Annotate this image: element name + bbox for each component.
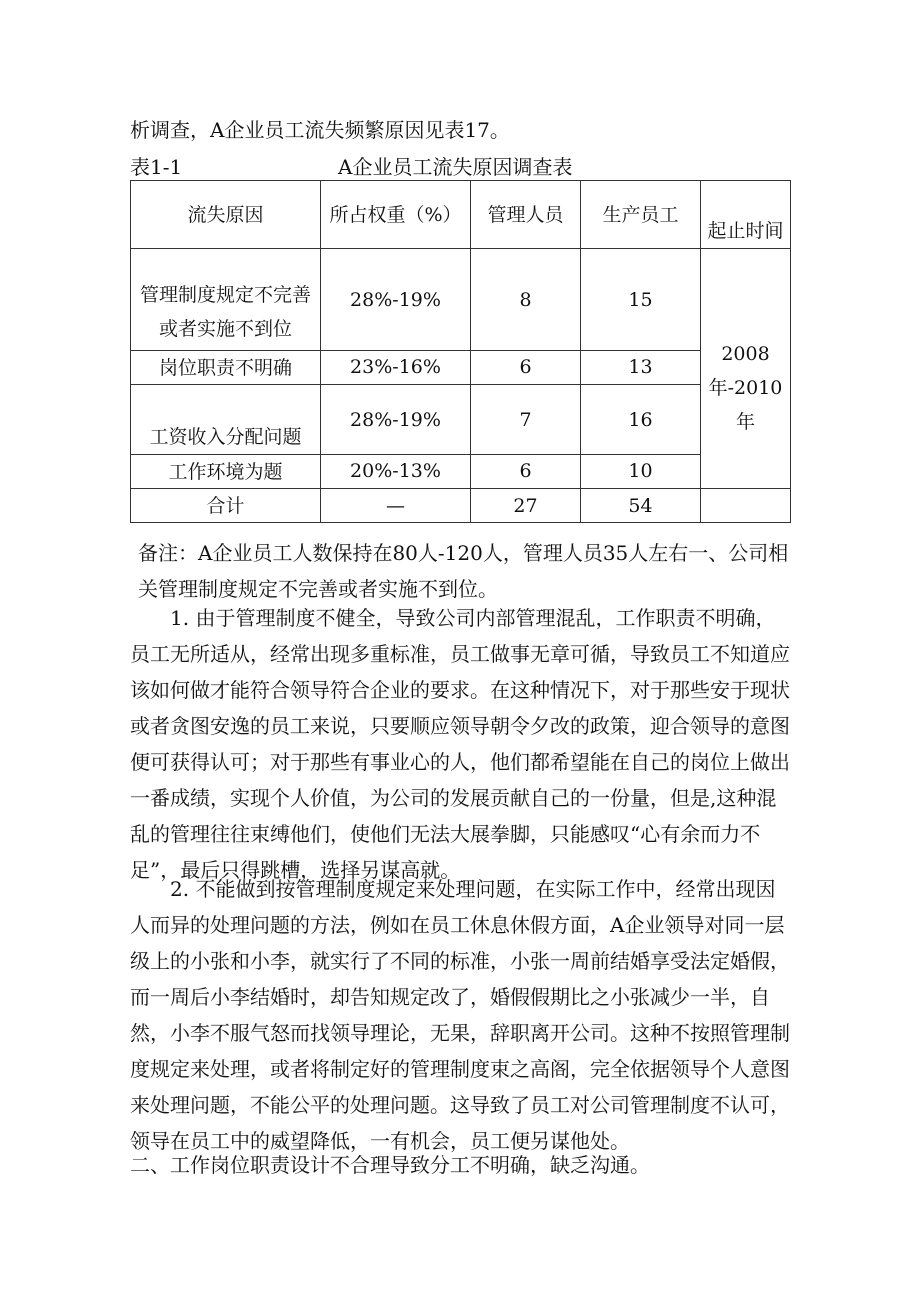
cell-workers: 13 — [581, 351, 701, 385]
cell-reason: 工资收入分配问题 — [131, 385, 321, 455]
header-managers: 管理人员 — [471, 181, 581, 249]
total-label: 合计 — [131, 489, 321, 523]
table-row — [131, 249, 791, 351]
table-title: A企业员工流失原因调查表 — [338, 155, 573, 179]
cell-reason: 岗位职责不明确 — [131, 351, 321, 385]
cell-workers: 10 — [581, 455, 701, 489]
section-heading: 二、工作岗位职责设计不合理导致分工不明确，缺乏沟通。 — [130, 1153, 650, 1177]
cell-reason: 工作环境为题 — [131, 455, 321, 489]
table-header-row — [131, 181, 791, 249]
cell-managers: 7 — [471, 385, 581, 455]
survey-table — [130, 180, 791, 523]
cell-weight: 28%-19% — [321, 249, 471, 351]
paragraph-2: 2. 不能做到按管理制度规定来处理问题，在实际工作中，经常出现因人而异的处理问题的方法，例如在员工休息休假方面，A企业领导对同一层级上的小张和小李，就实行了不同的标准，小张一周前结婚享受法定婚假，而一周后小李结婚时，却告知规定改了，婚假假期比之小张减少一半，自然，小李不服气怒而找领导理论，无果，辞职离开公司。这种不按照管理制度规定来处理，或者将制定好的管理制度束之高阁，完全依据领导个人意图来处理问题，不能公平的处理问题。这导致了员工对公司管理制度不认可，领导在员工中的威望降低，一有机会，员工便另谋他处。 — [130, 877, 790, 1153]
cell-reason: 管理制度规定不完善或者实施不到位 — [131, 249, 321, 351]
cell-managers: 8 — [471, 249, 581, 351]
header-weight: 所占权重（%） — [321, 181, 471, 249]
table-total-row — [131, 489, 791, 523]
paragraph-1: 1. 由于管理制度不健全，导致公司内部管理混乱，工作职责不明确，员工无所适从，经常出现多重标准，员工做事无章可循，导致员工不知道应该如何做才能符合领导符合企业的要求。在这种情况下，对于那些安于现状或者贪图安逸的员工来说，只要顺应领导朝令夕改的政策，迎合领导的意图便可获得认可；对于那些有事业心的人，他们都希望能在自己的岗位上做出一番成绩，实现个人价值，为公司的发展贡献自己的一份量，但是,这种混乱的管理往往束缚他们，使他们无法大展拳脚，只能感叹“心有余而力不足”，最后只得跳槽，选择另谋高就。 — [130, 606, 790, 882]
table-row — [131, 385, 791, 455]
cell-period: 2008年-2010年 — [701, 249, 791, 489]
cell-weight: 28%-19% — [321, 385, 471, 455]
cell-workers: 16 — [581, 385, 701, 455]
cell-workers: 15 — [581, 249, 701, 351]
cell-managers: 6 — [471, 351, 581, 385]
table-row — [131, 351, 791, 385]
table-label: 表1-1 — [130, 155, 183, 179]
cell-weight: 20%-13% — [321, 455, 471, 489]
total-managers: 27 — [471, 489, 581, 523]
total-weight: — — [321, 489, 471, 523]
table-note: 备注：A企业员工人数保持在80人-120人，管理人员35人左右一、公司相关管理制度规定不完善或者实施不到位。 — [138, 541, 789, 601]
header-reason: 流失原因 — [131, 181, 321, 249]
intro-line: 析调查，A企业员工流失频繁原因见表17。 — [130, 118, 510, 142]
total-workers: 54 — [581, 489, 701, 523]
cell-managers: 6 — [471, 455, 581, 489]
table-row — [131, 455, 791, 489]
total-period-empty — [701, 489, 791, 523]
header-period: 起止时间 — [701, 181, 791, 249]
cell-weight: 23%-16% — [321, 351, 471, 385]
header-workers: 生产员工 — [581, 181, 701, 249]
